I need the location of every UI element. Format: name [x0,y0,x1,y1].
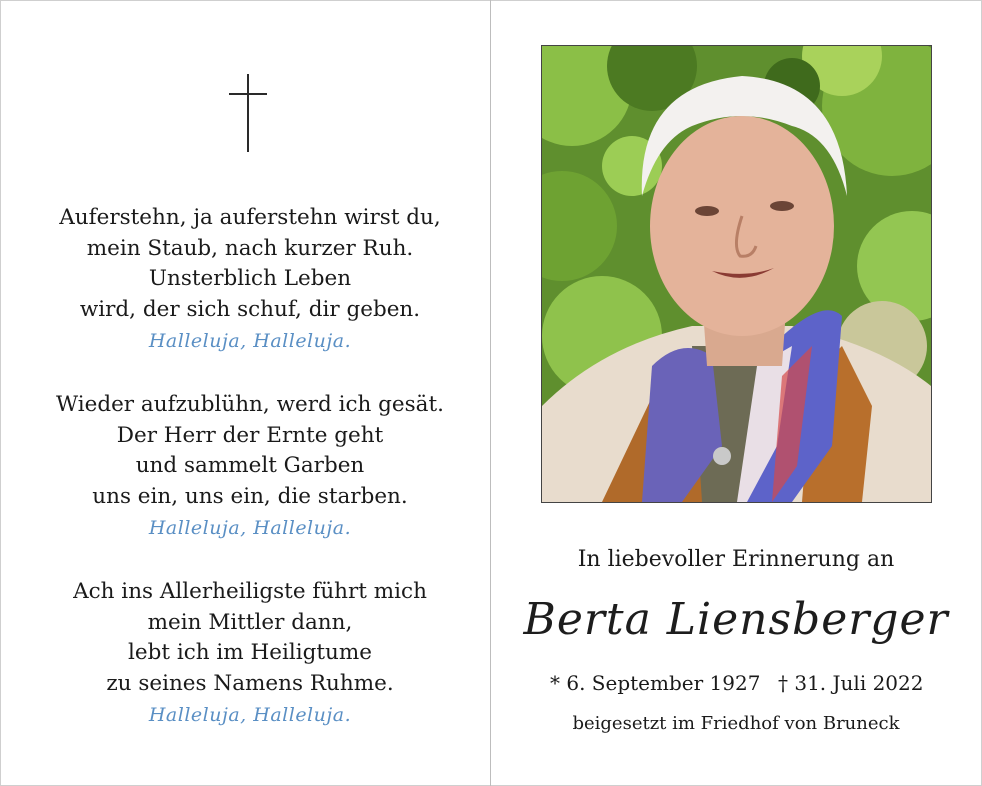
birth-date: * 6. September 1927 [550,671,761,695]
poem-line: wird, der sich schuf, dir geben. [79,296,421,322]
poem-refrain: Halleluja, Halleluja. [148,704,352,726]
burial-place: beigesetzt im Friedhof von Bruneck [572,713,900,734]
poem-line: mein Staub, nach kurzer Ruh. [86,235,414,261]
left-panel [0,0,490,786]
poem-stanza-3 [20,577,480,731]
portrait-photo [541,45,932,503]
death-date: † 31. Juli 2022 [778,671,924,695]
deceased-name: Berta Liensberger [523,594,949,645]
poem-line: lebt ich im Heiligtume [128,640,372,665]
poem-line: zu seines Namens Ruhme. [106,670,394,696]
poem-line: und sammelt Garben [135,453,365,478]
poem-refrain: Halleluja, Halleluja. [148,517,352,539]
poem-line: Auferstehn, ja auferstehn wirst du, [59,205,441,230]
poem-stanza-2 [20,390,480,544]
poem-line: Der Herr der Ernte geht [116,422,384,448]
poem-line: Ach ins Allerheiligste führt mich [73,579,427,604]
memorial-intro: In liebevoller Erinnerung an [577,547,895,572]
poem-line: mein Mittler dann, [147,609,353,635]
poem-line: Wieder aufzublühn, werd ich gesät. [56,392,444,417]
poem-line: uns ein, uns ein, die starben. [92,483,408,509]
poem-refrain: Halleluja, Halleluja. [148,330,352,352]
poem-line: Unsterblich Leben [148,266,352,291]
latin-cross-icon [229,74,267,152]
poem-stanza-1 [20,203,480,357]
card-fold-line [490,0,491,786]
